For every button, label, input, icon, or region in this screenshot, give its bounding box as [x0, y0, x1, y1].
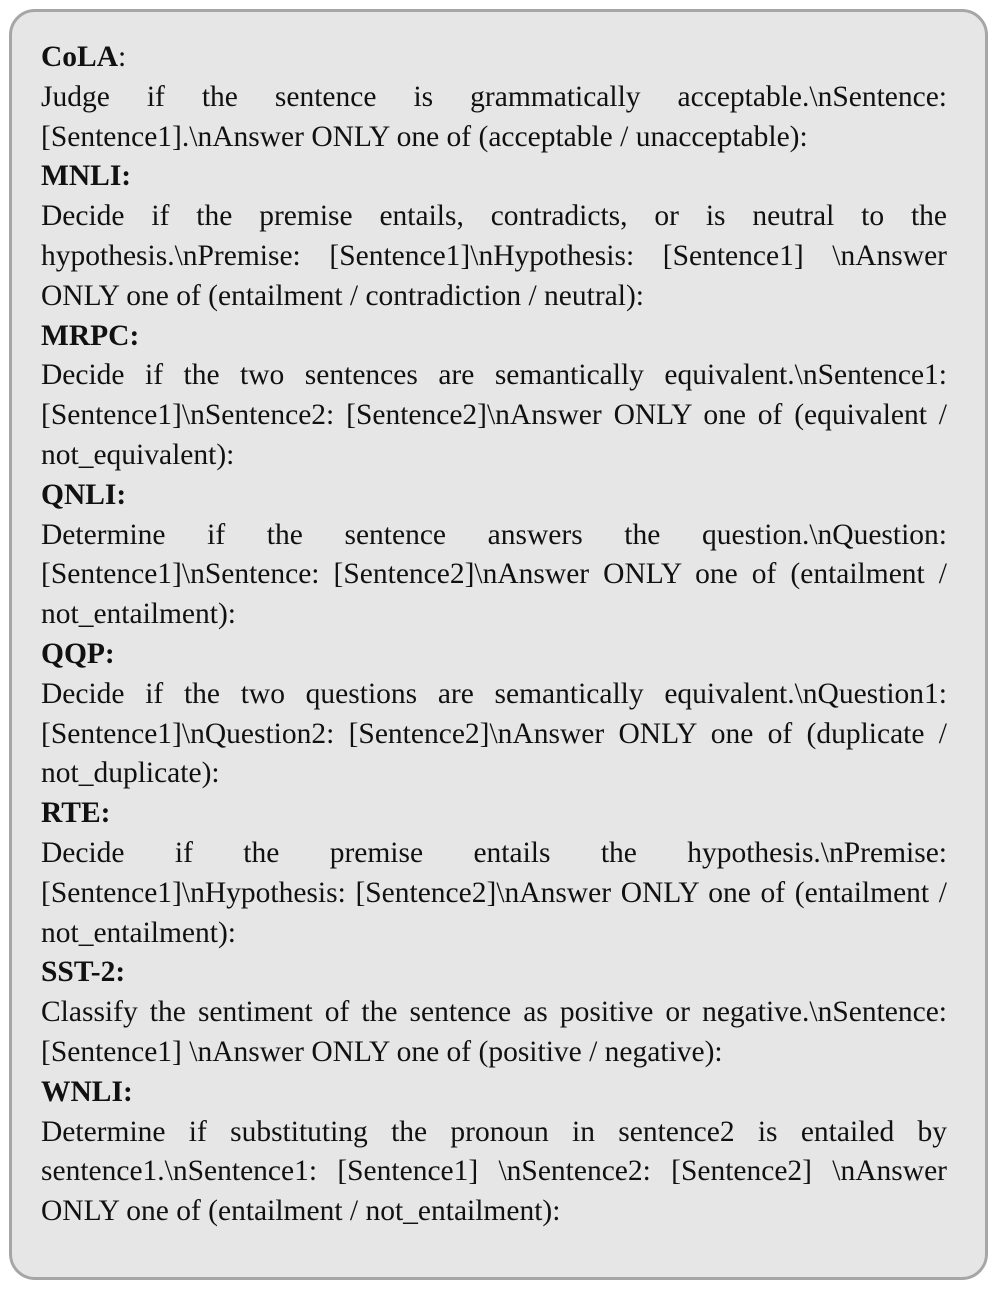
task-block-mnli — [41, 157, 947, 316]
task-title: SST-2: — [41, 956, 126, 989]
task-block-rte — [41, 794, 947, 953]
task-prompt: Determine if the sentence answers the question.\nQuestion: [Sentence1]\nSentence: [Sentence2]\nAnswer ONLY one of (entailment / not_entailment): — [41, 518, 947, 631]
task-name-label: CoLA — [41, 41, 119, 73]
task-prompt: Decide if the premise entails the hypothesis.\nPremise: [Sentence1]\nHypothesis: [Sentence2]\nAnswer ONLY one of (entailment / not_entailment): — [41, 836, 947, 949]
task-title: RTE: — [41, 797, 111, 830]
task-block-cola — [41, 38, 947, 157]
task-prompt: Judge if the sentence is grammatically acceptable.\nSentence: [Sentence1].\nAnswer ONLY one of (acceptable / unacceptable): — [41, 80, 947, 153]
task-block-sst2 — [41, 953, 947, 1072]
task-block-qnli — [41, 476, 947, 635]
task-title: MNLI: — [41, 160, 132, 193]
task-prompt: Decide if the two sentences are semantically equivalent.\nSentence1: [Sentence1]\nSentence2: [Sentence2]\nAnswer ONLY one of (equivalent / not_equivalent): — [41, 359, 947, 471]
task-name-colon: : — [118, 41, 127, 73]
task-prompt: Decide if the premise entails, contradicts, or is neutral to the hypothesis.\nPremise: [Sentence1]\nHypothesis: [Sentence1] \nAnswer ONLY one of (entailment / contradiction / neutral): — [41, 200, 947, 312]
task-title — [41, 38, 947, 78]
task-block-wnli — [41, 1073, 947, 1232]
prompt-template-panel — [9, 9, 988, 1280]
task-block-mrpc — [41, 317, 947, 476]
task-title: QNLI: — [41, 478, 127, 511]
task-title: MRPC: — [41, 319, 140, 352]
task-prompt: Determine if substituting the pronoun in sentence2 is entailed by sentence1.\nSentence1: [Sentence1] \nSentence2: [Sentence2] \nAnswer ONLY one of (entailment / not_entailment): — [41, 1115, 947, 1228]
task-block-qqp — [41, 635, 947, 794]
task-title: WNLI: — [41, 1075, 133, 1108]
task-title: QQP: — [41, 637, 115, 670]
task-prompt: Classify the sentiment of the sentence as positive or negative.\nSentence: [Sentence1] \nAnswer ONLY one of (positive / negative): — [41, 996, 947, 1068]
task-prompt: Decide if the two questions are semantically equivalent.\nQuestion1: [Sentence1]\nQuestion2: [Sentence2]\nAnswer ONLY one of (duplicate / not_duplicate): — [41, 677, 947, 790]
